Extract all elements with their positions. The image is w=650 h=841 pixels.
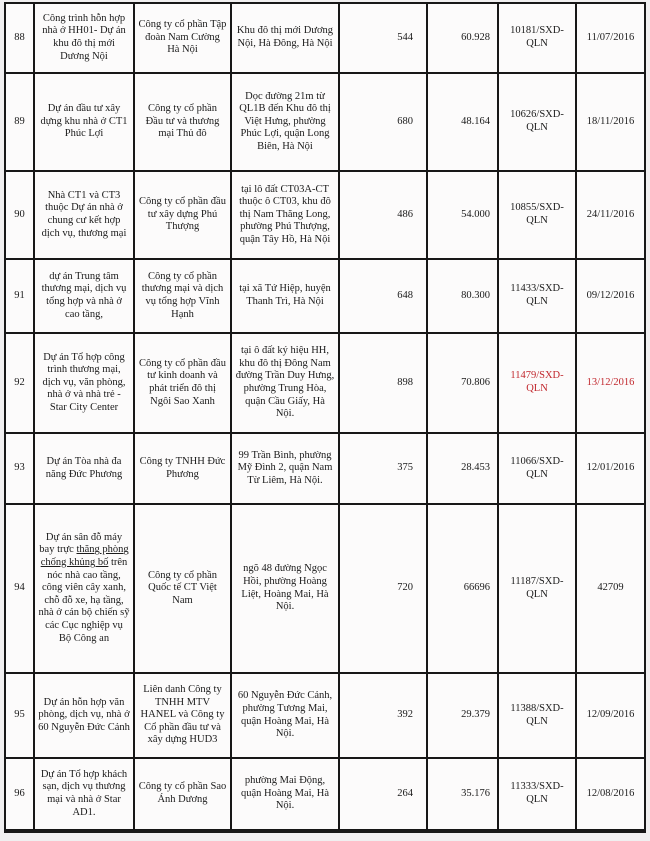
units-cell: 648 xyxy=(339,259,427,333)
units-cell: 544 xyxy=(339,3,427,73)
area-cell: 48.164 xyxy=(427,73,498,171)
permit-date-cell: 12/09/2016 xyxy=(576,673,645,758)
area-cell: 66696 xyxy=(427,504,498,673)
project-name-cell: Dự án Tổ hợp khách sạn, dịch vụ thương mại và nhà ở Star AD1. xyxy=(34,758,134,831)
area-cell: 28.453 xyxy=(427,433,498,504)
location-cell: tại ô đất ký hiệu HH, khu đô thị Đông Nam đường Trần Duy Hưng, phường Trung Hòa, quận Cầu Giấy, Hà Nội. xyxy=(231,333,339,433)
table-row xyxy=(5,259,645,333)
location-cell: tại xã Tứ Hiệp, huyện Thanh Trì, Hà Nội xyxy=(231,259,339,333)
table-row xyxy=(5,73,645,171)
location-cell: Dọc đường 21m từ QL1B đến Khu đô thị Việt Hưng, phường Phúc Lợi, quận Long Biên, Hà Nội xyxy=(231,73,339,171)
investor-cell: Công ty cổ phần Sao Ánh Dương xyxy=(134,758,231,831)
units-cell: 680 xyxy=(339,73,427,171)
location-cell: phường Mai Động, quận Hoàng Mai, Hà Nội. xyxy=(231,758,339,831)
investor-cell: Công ty TNHH Đức Phương xyxy=(134,433,231,504)
permit-number-cell: 11479/SXD-QLN xyxy=(498,333,576,433)
permit-date-cell: 12/01/2016 xyxy=(576,433,645,504)
units-cell: 264 xyxy=(339,758,427,831)
row-number-cell: 96 xyxy=(5,758,34,831)
table-row xyxy=(5,333,645,433)
projects-table xyxy=(4,2,646,833)
row-number-cell: 93 xyxy=(5,433,34,504)
permit-number-cell: 10626/SXD-QLN xyxy=(498,73,576,171)
location-cell: tại lô đất CT03A-CT thuộc ô CT03, khu đô thị Nam Thăng Long, phường Phú Thượng, quận Tây Hồ, Hà Nội xyxy=(231,171,339,259)
investor-cell: Liên danh Công ty TNHH MTV HANEL và Công ty Cổ phần đầu tư và xây dựng HUD3 xyxy=(134,673,231,758)
project-name-cell: Dự án Tổ hợp công trình thương mại, dịch vụ, văn phòng, nhà ở và nhà trẻ - Star City Center xyxy=(34,333,134,433)
project-name-text: Dự án sân đỗ máy bay trực xyxy=(39,531,123,556)
area-cell: 70.806 xyxy=(427,333,498,433)
project-name-cell: Công trình hỗn hợp nhà ở HH01- Dự án khu đô thị mới Dương Nội xyxy=(34,3,134,73)
permit-date-cell: 13/12/2016 xyxy=(576,333,645,433)
investor-cell: Công ty cổ phần Quốc tế CT Việt Nam xyxy=(134,504,231,673)
table-row xyxy=(5,3,645,73)
permit-number-cell: 11187/SXD-QLN xyxy=(498,504,576,673)
investor-cell: Công ty cổ phần thương mại và dịch vụ tổng hợp Vĩnh Hạnh xyxy=(134,259,231,333)
project-name-cell: Nhà CT1 và CT3 thuộc Dự án nhà ở chung cư kết hợp dịch vụ, thương mại xyxy=(34,171,134,259)
units-cell: 375 xyxy=(339,433,427,504)
units-cell: 486 xyxy=(339,171,427,259)
row-number-cell: 90 xyxy=(5,171,34,259)
units-cell: 392 xyxy=(339,673,427,758)
investor-cell: Công ty cổ phần đầu tư xây dựng Phú Thượng xyxy=(134,171,231,259)
row-number-cell: 92 xyxy=(5,333,34,433)
location-cell: 60 Nguyễn Đức Cảnh, phường Tương Mai, quận Hoàng Mai, Hà Nội. xyxy=(231,673,339,758)
permit-number-cell: 10855/SXD-QLN xyxy=(498,171,576,259)
permit-date-cell: 11/07/2016 xyxy=(576,3,645,73)
location-cell: 99 Trần Bình, phường Mỹ Đình 2, quận Nam Từ Liêm, Hà Nội. xyxy=(231,433,339,504)
permit-number-cell: 11066/SXD-QLN xyxy=(498,433,576,504)
permit-date-cell: 42709 xyxy=(576,504,645,673)
project-name-cell xyxy=(34,504,134,673)
project-name-cell: Dự án hỗn hợp văn phòng, dịch vụ, nhà ở 60 Nguyễn Đức Cảnh xyxy=(34,673,134,758)
permit-number-cell: 11333/SXD-QLN xyxy=(498,758,576,831)
table-row xyxy=(5,433,645,504)
row-number-cell: 88 xyxy=(5,3,34,73)
investor-cell: Công ty cổ phần Đầu tư và thương mại Thủ đô xyxy=(134,73,231,171)
row-number-cell: 89 xyxy=(5,73,34,171)
area-cell: 29.379 xyxy=(427,673,498,758)
area-cell: 35.176 xyxy=(427,758,498,831)
row-number-cell: 95 xyxy=(5,673,34,758)
permit-date-cell: 18/11/2016 xyxy=(576,73,645,171)
permit-date-cell: 24/11/2016 xyxy=(576,171,645,259)
table-row xyxy=(5,171,645,259)
permit-number-cell: 11388/SXD-QLN xyxy=(498,673,576,758)
area-cell: 60.928 xyxy=(427,3,498,73)
project-name-cell: Dự án đầu tư xây dựng khu nhà ở CT1 Phúc Lợi xyxy=(34,73,134,171)
area-cell: 80.300 xyxy=(427,259,498,333)
project-name-underlined-text: thăng phòng chống khủng bố xyxy=(40,544,129,569)
table-row xyxy=(5,673,645,758)
table-row xyxy=(5,758,645,831)
row-number-cell: 94 xyxy=(5,504,34,673)
units-cell: 720 xyxy=(339,504,427,673)
table-row xyxy=(5,504,645,673)
location-cell: ngõ 48 đường Ngọc Hồi, phường Hoàng Liệt, Hoàng Mai, Hà Nội. xyxy=(231,504,339,673)
project-name-cell: dự án Trung tâm thương mại, dịch vụ tổng hợp và nhà ở cao tầng, xyxy=(34,259,134,333)
row-number-cell: 91 xyxy=(5,259,34,333)
units-cell: 898 xyxy=(339,333,427,433)
permit-number-cell: 11433/SXD-QLN xyxy=(498,259,576,333)
permit-date-cell: 12/08/2016 xyxy=(576,758,645,831)
investor-cell: Công ty cổ phần Tập đoàn Nam Cường Hà Nội xyxy=(134,3,231,73)
permit-date-cell: 09/12/2016 xyxy=(576,259,645,333)
area-cell: 54.000 xyxy=(427,171,498,259)
location-cell: Khu đô thị mới Dương Nội, Hà Đông, Hà Nội xyxy=(231,3,339,73)
investor-cell: Công ty cổ phần đầu tư kinh doanh và phát triển đô thị Ngôi Sao Xanh xyxy=(134,333,231,433)
permit-number-cell: 10181/SXD-QLN xyxy=(498,3,576,73)
project-name-text: trên nóc nhà cao tầng, công viên cây xanh, chỗ đỗ xe, hạ tầng, nhà ở cán bộ chiến sỹ các Cục nghiệp vụ Bộ Công an xyxy=(38,557,130,644)
project-name-cell: Dự án Tòa nhà đa năng Đức Phương xyxy=(34,433,134,504)
